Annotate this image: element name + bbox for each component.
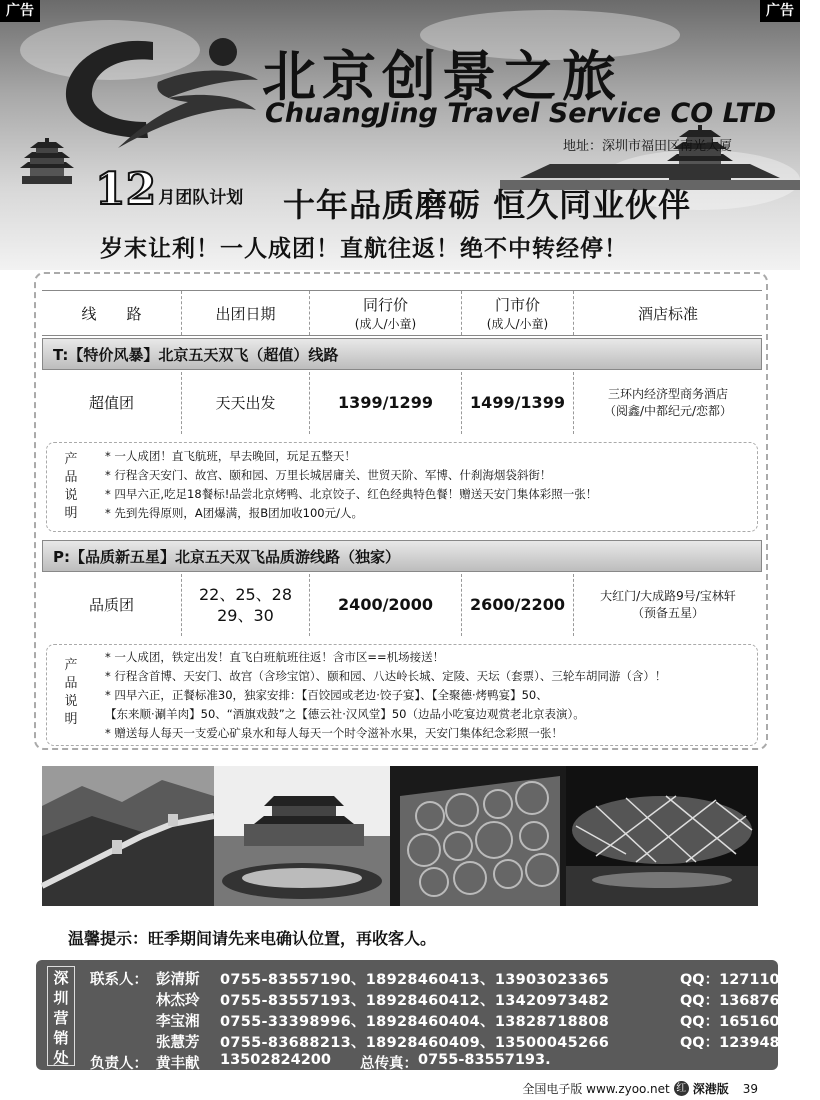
month-plan	[95, 164, 244, 215]
contact-role-spacer	[90, 989, 156, 1010]
manager-row	[90, 1052, 551, 1073]
header-route: 线 路	[42, 291, 182, 335]
route-name: 超值团	[42, 372, 182, 434]
list-item: * 行程含天安门、故宫、颐和园、万里长城居庸关、世贸天阶、军博、什刹海烟袋斜街！	[105, 468, 552, 482]
route-date: 天天出发	[182, 372, 310, 434]
contact-name: 张慧芳	[156, 1035, 200, 1051]
month-number: 12	[95, 164, 157, 215]
hotel-standard	[574, 574, 762, 636]
brand-name-cn: 北京创景之旅	[262, 44, 622, 108]
list-item: * 四早六正,吃足18餐标!品尝北京烤鸭、北京饺子、红色经典特色餐！赠送天安门集体彩照一张！	[105, 487, 598, 501]
list-item: * 四早六正，正餐标准30，独家安排：【百饺园或老边·饺子宴】、【全聚德·烤鸭宴】50、	[105, 688, 548, 702]
slogan: 十年品质磨砺 恒久同业伙伴	[283, 186, 692, 224]
hotel-line: （预备五星）	[631, 606, 704, 620]
list-item: * 一人成团！直飞航班，早去晚回，玩足五整天！	[105, 449, 356, 463]
list-item: * 先到先得原则，A团爆满，报B团加收100元/人。	[105, 506, 363, 520]
contact-qq: QQ：1651600130	[679, 1014, 820, 1030]
retail-price: 2600/2200	[462, 574, 574, 636]
brand-name-en: ChuangJing Travel Service CO LTD	[265, 98, 777, 129]
contact-row	[90, 1010, 820, 1031]
contact-phones: 0755-83557190、18928460413、13903023365	[220, 972, 610, 988]
hotel-line: 大红门/大成路9号/宝林轩	[600, 589, 736, 603]
contact-qq: QQ：1368762201	[679, 993, 820, 1009]
hotel-standard	[574, 372, 762, 434]
photo-strip	[42, 766, 758, 906]
contact-phones: 0755-83557193、18928460412、13420973482	[220, 993, 610, 1009]
header-retail-price-sub: (成人/小童)	[486, 317, 549, 331]
header-date: 出团日期	[182, 291, 310, 335]
fax-number: 0755-83557193.	[418, 1052, 551, 1068]
header-trade-price	[310, 291, 462, 335]
product-description-label: 产品说明	[64, 658, 78, 727]
water-cube-photo	[390, 766, 566, 906]
trade-price: 2400/2000	[310, 574, 462, 636]
header-retail-price	[462, 291, 574, 335]
list-item: * 赠送每人每天一支爱心矿泉水和每人每天一个时令滋补水果，天安门集体纪念彩照一张！	[105, 726, 563, 740]
header-retail-price-label: 门市价	[494, 296, 540, 314]
contact-row	[90, 1031, 820, 1052]
hotel-line: 三环内经济型商务酒店	[607, 387, 728, 401]
tiananmen-photo	[214, 766, 390, 906]
date-line: 22、25、28	[198, 585, 293, 604]
product-description-label: 产品说明	[64, 452, 78, 521]
product-description	[46, 644, 758, 746]
page-number: 39	[742, 1081, 758, 1096]
route-date	[182, 574, 310, 636]
contact-phones: 0755-33398996、18928460404、13828718808	[220, 1014, 610, 1030]
warm-tip: 温馨提示：旺季期间请先来电确认位置，再收客人。	[68, 929, 437, 948]
contact-role-label: 联系人：	[90, 972, 148, 988]
product-description	[46, 442, 758, 532]
route-name: 品质团	[42, 574, 182, 636]
contact-role-spacer	[90, 1010, 156, 1031]
footer-site: 全国电子版 www.zyoo.net	[522, 1082, 670, 1096]
contact-name: 彭清斯	[156, 972, 200, 988]
list-item: 【东来顺·涮羊肉】50、“酒旗戏鼓”之【德云社·汉风堂】50（边品小吃宴边观赏老北京表演）。	[105, 707, 585, 721]
header-trade-price-label: 同行价	[362, 296, 408, 314]
contact-name: 林杰玲	[156, 993, 200, 1009]
manager-name: 黄丰献	[156, 1056, 200, 1072]
route-title-t: T:【特价风暴】北京五天双飞（超值）线路	[42, 338, 762, 370]
contact-role-spacer	[90, 1031, 156, 1052]
manager-phone: 13502824200	[220, 1052, 331, 1068]
company-address: 地址：深圳市福田区南光大厦	[563, 139, 733, 154]
hotel-line: （阅鑫/中都纪元/恋都）	[603, 404, 733, 418]
edition-badge-icon: 红	[674, 1081, 689, 1096]
great-wall-photo	[42, 766, 214, 906]
retail-price: 1499/1399	[462, 372, 574, 434]
office-label: 深圳营销处	[47, 966, 75, 1066]
table-row	[42, 574, 762, 636]
contact-name: 李宝湘	[156, 1014, 200, 1030]
table-header	[42, 290, 762, 336]
description-list	[105, 447, 597, 523]
ad-tag-left: 广告	[0, 0, 40, 22]
page-footer	[522, 1080, 758, 1097]
company-logo-icon	[58, 30, 263, 150]
list-item: * 一人成团，铁定出发！直飞白班航班往返！含市区==机场接送！	[105, 650, 445, 664]
date-line: 29、30	[217, 606, 274, 625]
manager-role-label: 负责人：	[90, 1056, 148, 1072]
table-row	[42, 372, 762, 434]
tagline: 岁末让利！一人成团！直航往返！绝不中转经停！	[100, 236, 628, 262]
contact-phones: 0755-83688213、18928460409、13500045266	[220, 1035, 610, 1051]
contact-qq: QQ：1271105097	[679, 972, 820, 988]
footer-edition: 深港版	[692, 1082, 729, 1096]
header-banner	[0, 0, 800, 270]
header-trade-price-sub: (成人/小童)	[354, 317, 417, 331]
contact-qq: QQ：1239480815	[679, 1035, 820, 1051]
trade-price: 1399/1299	[310, 372, 462, 434]
ad-tag-right: 广告	[760, 0, 800, 22]
fax-label: 总传真：	[360, 1056, 418, 1072]
birds-nest-photo	[566, 766, 758, 906]
contact-row	[90, 968, 820, 989]
month-plan-label: 月团队计划	[158, 188, 244, 208]
description-list	[105, 648, 666, 743]
header-hotel: 酒店标准	[637, 304, 698, 323]
contact-row	[90, 989, 820, 1010]
route-title-p: P:【品质新五星】北京五天双飞品质游线路（独家）	[42, 540, 762, 572]
list-item: * 行程含首博、天安门、故宫（含珍宝馆）、颐和园、八达岭长城、定陵、天坛（套票）、三轮车胡同游（含）！	[105, 669, 667, 683]
